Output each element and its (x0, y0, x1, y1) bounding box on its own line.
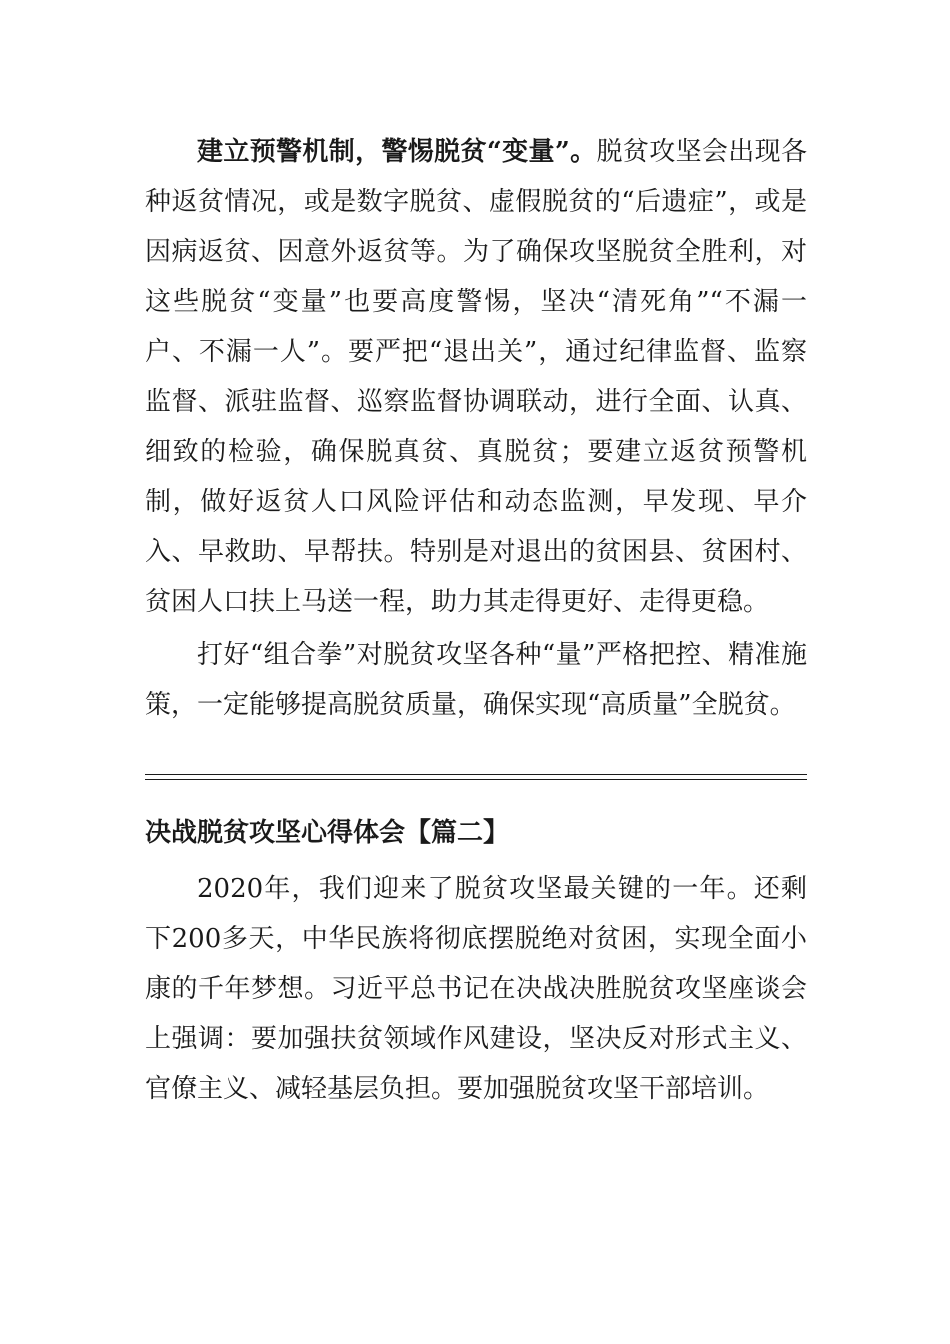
section-title: 决战脱贫攻坚心得体会【篇二】 (145, 818, 510, 848)
paragraph-conclusion: 打好“组合拳”对脱贫攻坚各种“量”严格把控、精准施策，一定能够提高脱贫质量，确保实现“高质量”全脱贫。 (145, 640, 807, 720)
paragraph-lead-heading: 建立预警机制，警惕脱贫“变量”。 (197, 137, 597, 167)
paragraph-body-text: 脱贫攻坚会出现各种返贫情况，或是数字脱贫、虚假脱贫的“后遗症”，或是因病返贫、因意外返贫等。为了确保攻坚脱贫全胜利，对这些脱贫“变量”也要高度警惕，坚决“清死角”“不漏一户、不漏一人”。要严把“退出关”，通过纪律监督、监察监督、派驻监督、巡察监督协调联动，进行全面、认真、细致的检验，确保脱真贫、真脱贫；要建立返贫预警机制，做好返贫人口风险评估和动态监测，早发现、早介入、早救助、早帮扶。特别是对退出的贫困县、贫困村、贫困人口扶上马送一程，助力其走得更好、走得更稳。 (145, 137, 807, 617)
paragraph-early-warning (145, 127, 807, 627)
paragraph-intro-2020: 2020年，我们迎来了脱贫攻坚最关键的一年。还剩下200多天，中华民族将彻底摆脱绝对贫困，实现全面小康的千年梦想。习近平总书记在决战决胜脱贫攻坚座谈会上强调：要加强扶贫领域作风建设，坚决反对形式主义、官僚主义、减轻基层负担。要加强脱贫攻坚干部培训。 (145, 874, 807, 1104)
section-divider (145, 774, 807, 780)
